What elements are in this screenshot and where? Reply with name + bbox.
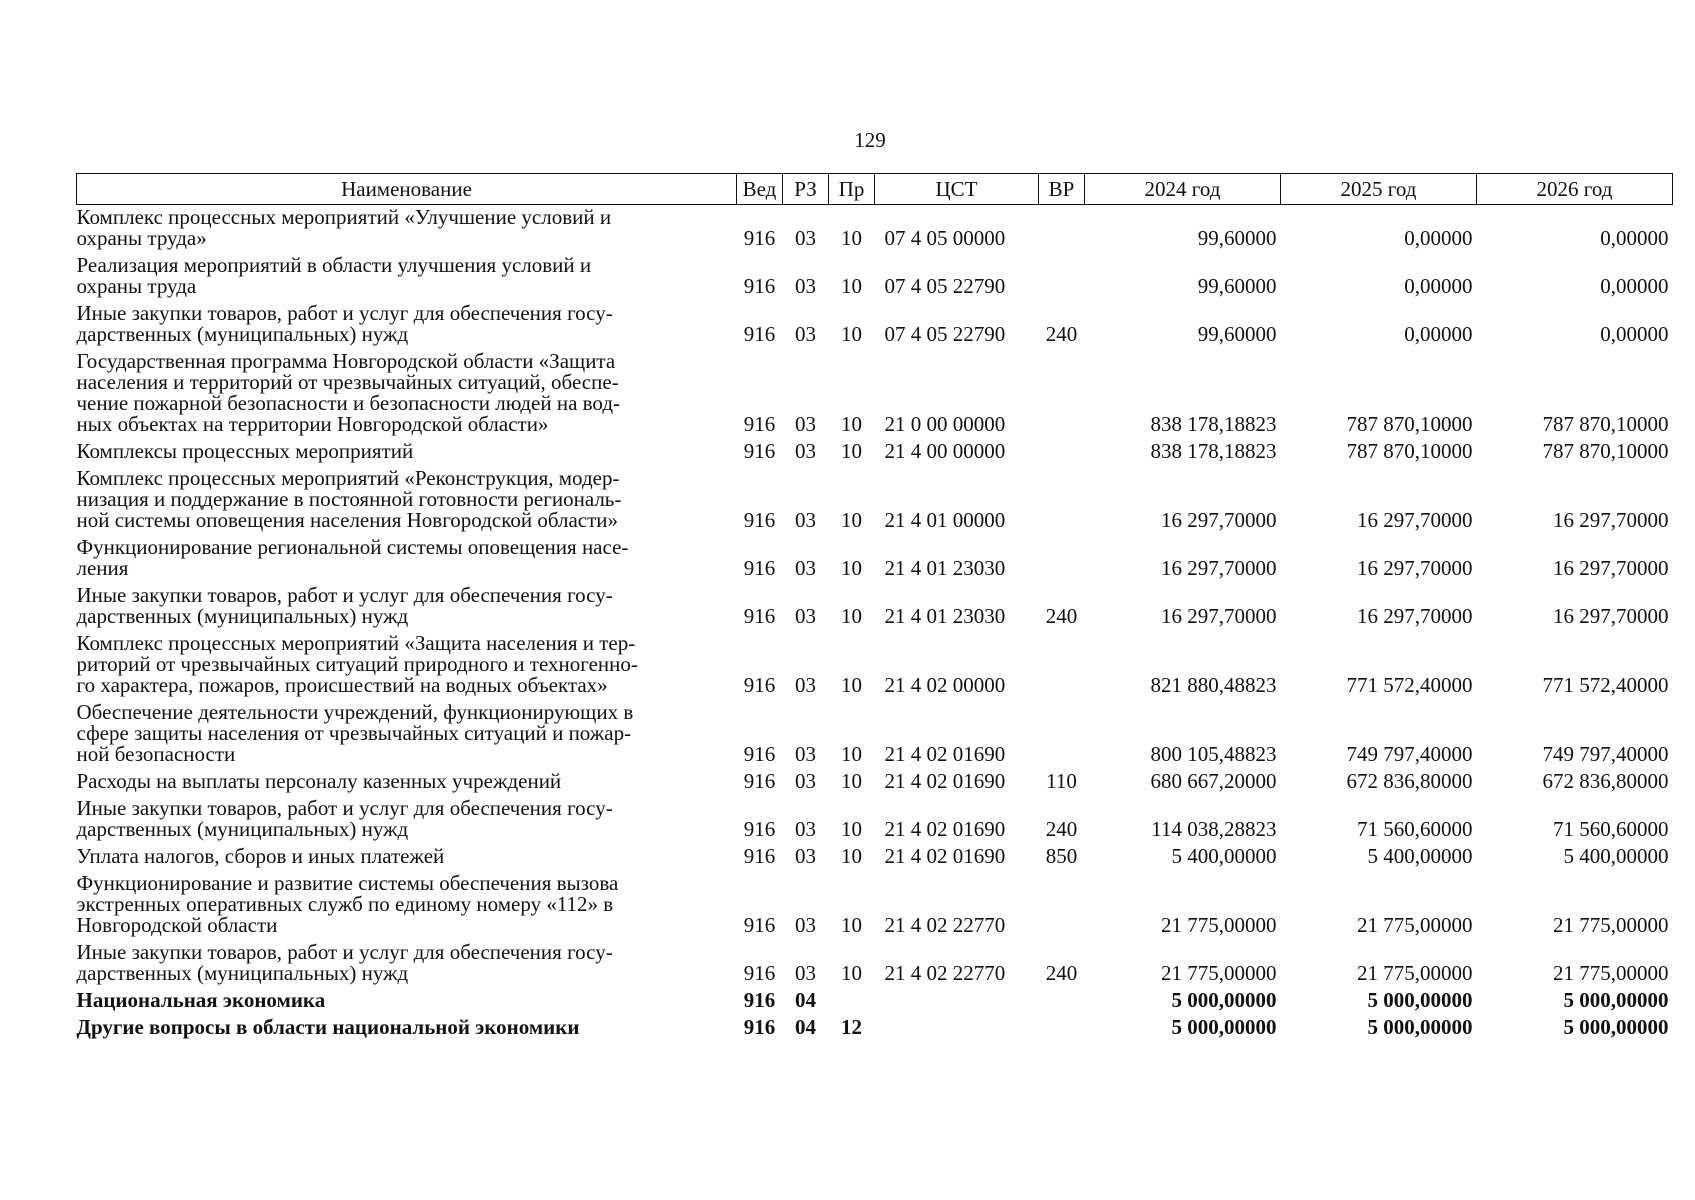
cell-ved: 916 [743, 1015, 776, 1039]
cell-cst: 21 4 02 01690 [884, 769, 1006, 793]
cell-name-line: дарственных (муниципальных) нужд [76, 961, 409, 985]
cell-2026: 787 870,10000 [1542, 439, 1669, 463]
cell-rz: 03 [795, 412, 816, 436]
cell-rz: 03 [795, 274, 816, 298]
cell-vr: 850 [1045, 844, 1078, 868]
cell-pr: 10 [841, 412, 862, 436]
cell-rz: 03 [795, 322, 816, 346]
cell-name [77, 439, 737, 466]
cell-ved: 916 [743, 988, 776, 1012]
cell-2024: 21 775,00000 [1161, 961, 1277, 985]
cell-name [77, 253, 737, 301]
cell-ved: 916 [743, 508, 776, 532]
cell-name-line: Другие вопросы в области национальной экономики [76, 1015, 580, 1039]
cell-name [77, 301, 737, 349]
cell-2026: 0,00000 [1600, 274, 1669, 298]
header-vr: ВР [1039, 174, 1085, 205]
cell-name-line: Расходы на выплаты персоналу казенных учреждений [76, 769, 562, 793]
cell-pr: 10 [841, 604, 862, 628]
cell-name [77, 1015, 737, 1042]
page-number: 129 [854, 128, 886, 152]
cell-name-line: Реализация мероприятий в области улучшения условий и [76, 253, 592, 277]
cell-cst [875, 1015, 1039, 1042]
cell-name [77, 871, 737, 940]
cell-2026: 16 297,70000 [1553, 604, 1669, 628]
cell-name-line: охраны труда [76, 274, 197, 298]
cell-2024: 838 178,18823 [1150, 439, 1277, 463]
cell-name-line: населения и территорий от чрезвычайных ситуаций, обеспе- [76, 370, 619, 394]
cell-ved: 916 [743, 226, 776, 250]
cell-pr: 10 [841, 742, 862, 766]
cell-2026: 672 836,80000 [1542, 769, 1669, 793]
cell-name-line: Иные закупки товаров, работ и услуг для обеспечения госу- [76, 796, 613, 820]
cell-name-line: ных объектах на территории Новгородской области» [76, 412, 549, 436]
cell-name-line: риторий от чрезвычайных ситуаций природного и техногенно- [76, 652, 638, 676]
table-row [77, 844, 1673, 871]
cell-name-line: Иные закупки товаров, работ и услуг для обеспечения госу- [76, 940, 613, 964]
cell-2024: 16 297,70000 [1161, 556, 1277, 580]
cell-name-line: ной системы оповещения населения Новгородской области» [76, 508, 619, 532]
table-row [77, 871, 1673, 940]
cell-2024: 838 178,18823 [1150, 412, 1277, 436]
cell-2026: 771 572,40000 [1542, 673, 1669, 697]
cell-cst: 21 4 02 22770 [884, 961, 1006, 985]
table-row [77, 700, 1673, 769]
cell-rz: 03 [795, 769, 816, 793]
cell-name-line: Функционирование и развитие системы обеспечения вызова [76, 871, 619, 895]
table-row [77, 349, 1673, 439]
cell-cst: 21 4 00 00000 [884, 439, 1006, 463]
cell-rz: 03 [795, 673, 816, 697]
cell-2026: 0,00000 [1600, 226, 1669, 250]
cell-2024: 99,60000 [1197, 226, 1277, 250]
cell-rz: 03 [795, 844, 816, 868]
header-rz: РЗ [783, 174, 829, 205]
cell-2024: 680 667,20000 [1150, 769, 1277, 793]
cell-name-line: Государственная программа Новгородской области «Защита [76, 349, 616, 373]
cell-pr: 10 [841, 913, 862, 937]
cell-name-line: Иные закупки товаров, работ и услуг для обеспечения госу- [76, 301, 613, 325]
table-row [77, 439, 1673, 466]
cell-vr [1039, 700, 1085, 769]
cell-cst: 21 4 01 00000 [884, 508, 1006, 532]
cell-2024: 5 000,00000 [1171, 988, 1277, 1012]
cell-2026: 749 797,40000 [1542, 742, 1669, 766]
cell-pr: 10 [841, 817, 862, 841]
cell-2026: 71 560,60000 [1553, 817, 1669, 841]
cell-vr [1039, 349, 1085, 439]
table-row [77, 253, 1673, 301]
cell-rz: 04 [795, 988, 816, 1012]
cell-pr: 10 [841, 322, 862, 346]
cell-vr: 240 [1045, 604, 1078, 628]
cell-2025: 5 400,00000 [1367, 844, 1473, 868]
cell-name-line: дарственных (муниципальных) нужд [76, 817, 409, 841]
cell-name-line: чение пожарной безопасности и безопасности людей на вод- [76, 391, 621, 415]
cell-2026: 0,00000 [1600, 322, 1669, 346]
cell-cst: 21 4 02 01690 [884, 742, 1006, 766]
cell-2025: 787 870,10000 [1346, 439, 1473, 463]
table-row [77, 301, 1673, 349]
cell-rz: 03 [795, 742, 816, 766]
cell-name-line: Обеспечение деятельности учреждений, функционирующих в [76, 700, 634, 724]
cell-rz: 03 [795, 961, 816, 985]
cell-2025: 787 870,10000 [1346, 412, 1473, 436]
cell-rz: 03 [795, 817, 816, 841]
cell-2024: 821 880,48823 [1150, 673, 1277, 697]
header-2024: 2024 год [1085, 174, 1281, 205]
cell-ved: 916 [743, 274, 776, 298]
cell-2024: 5 400,00000 [1171, 844, 1277, 868]
cell-cst: 07 4 05 22790 [884, 322, 1006, 346]
cell-name-line: Комплекс процессных мероприятий «Защита населения и тер- [76, 631, 636, 655]
budget-table [76, 173, 1673, 1042]
cell-ved: 916 [743, 439, 776, 463]
cell-name [77, 700, 737, 769]
cell-cst: 21 0 00 00000 [884, 412, 1006, 436]
cell-name [77, 205, 737, 254]
cell-name [77, 769, 737, 796]
cell-pr: 10 [841, 226, 862, 250]
cell-name-line: ной безопасности [76, 742, 236, 766]
cell-ved: 916 [743, 742, 776, 766]
cell-cst: 07 4 05 22790 [884, 274, 1006, 298]
cell-ved: 916 [743, 604, 776, 628]
cell-vr [1039, 466, 1085, 535]
cell-2025: 5 000,00000 [1367, 988, 1473, 1012]
cell-2026: 5 000,00000 [1563, 988, 1669, 1012]
cell-2024: 16 297,70000 [1161, 604, 1277, 628]
header-cst: ЦСТ [875, 174, 1039, 205]
cell-name-line: Иные закупки товаров, работ и услуг для обеспечения госу- [76, 583, 613, 607]
cell-name-line: Национальная экономика [76, 988, 326, 1012]
table-row [77, 940, 1673, 988]
cell-pr: 10 [841, 673, 862, 697]
cell-2025: 5 000,00000 [1367, 1015, 1473, 1039]
cell-pr: 10 [841, 274, 862, 298]
cell-2026: 5 400,00000 [1563, 844, 1669, 868]
cell-cst: 21 4 02 00000 [884, 673, 1006, 697]
cell-pr: 10 [841, 844, 862, 868]
table-row [77, 631, 1673, 700]
cell-2024: 800 105,48823 [1150, 742, 1277, 766]
cell-2026: 21 775,00000 [1553, 913, 1669, 937]
cell-name-line: дарственных (муниципальных) нужд [76, 604, 409, 628]
cell-2026: 21 775,00000 [1553, 961, 1669, 985]
cell-name-line: дарственных (муниципальных) нужд [76, 322, 409, 346]
cell-2025: 21 775,00000 [1357, 913, 1473, 937]
cell-pr: 10 [841, 439, 862, 463]
cell-2025: 672 836,80000 [1346, 769, 1473, 793]
cell-vr [1039, 253, 1085, 301]
cell-ved: 916 [743, 322, 776, 346]
cell-ved: 916 [743, 412, 776, 436]
cell-name-line: Новгородской области [76, 913, 278, 937]
cell-2024: 21 775,00000 [1161, 913, 1277, 937]
header-name: Наименование [77, 174, 737, 205]
cell-name-line: низация и поддержание в постоянной готовности региональ- [76, 487, 622, 511]
cell-ved: 916 [743, 913, 776, 937]
cell-2025: 0,00000 [1404, 226, 1473, 250]
cell-name [77, 940, 737, 988]
table-header-row [77, 174, 1673, 205]
cell-2025: 71 560,60000 [1357, 817, 1473, 841]
cell-2024: 5 000,00000 [1171, 1015, 1277, 1039]
cell-cst: 21 4 02 01690 [884, 817, 1006, 841]
cell-2025: 771 572,40000 [1346, 673, 1473, 697]
cell-2025: 16 297,70000 [1357, 604, 1473, 628]
cell-vr [1039, 871, 1085, 940]
cell-rz: 03 [795, 913, 816, 937]
cell-vr: 240 [1045, 961, 1078, 985]
header-2026: 2026 год [1477, 174, 1673, 205]
cell-pr: 10 [841, 961, 862, 985]
cell-vr [1039, 205, 1085, 254]
table-row [77, 769, 1673, 796]
cell-2025: 21 775,00000 [1357, 961, 1473, 985]
cell-name [77, 535, 737, 583]
cell-name [77, 988, 737, 1015]
cell-ved: 916 [743, 817, 776, 841]
cell-vr [1039, 535, 1085, 583]
table-row [77, 988, 1673, 1015]
table-row [77, 535, 1673, 583]
cell-2026: 5 000,00000 [1563, 1015, 1669, 1039]
cell-vr [1039, 439, 1085, 466]
cell-name [77, 631, 737, 700]
cell-rz: 03 [795, 556, 816, 580]
cell-ved: 916 [743, 673, 776, 697]
cell-name-line: ления [76, 556, 129, 580]
table-row [77, 796, 1673, 844]
cell-pr: 10 [841, 508, 862, 532]
cell-name-line: Комплекс процессных мероприятий «Реконструкция, модер- [76, 466, 620, 490]
cell-2024: 99,60000 [1197, 322, 1277, 346]
cell-name [77, 466, 737, 535]
cell-ved: 916 [743, 769, 776, 793]
header-ved: Вед [737, 174, 783, 205]
cell-cst: 21 4 01 23030 [884, 556, 1006, 580]
cell-vr: 240 [1045, 322, 1078, 346]
cell-vr [1039, 1015, 1085, 1042]
table-row [77, 466, 1673, 535]
cell-pr: 10 [841, 769, 862, 793]
cell-rz: 03 [795, 439, 816, 463]
cell-name-line: охраны труда» [76, 226, 207, 250]
cell-2025: 0,00000 [1404, 274, 1473, 298]
cell-2025: 0,00000 [1404, 322, 1473, 346]
cell-vr [1039, 988, 1085, 1015]
cell-ved: 916 [743, 556, 776, 580]
table-body [77, 205, 1673, 1043]
cell-cst: 07 4 05 00000 [884, 226, 1006, 250]
cell-2024: 16 297,70000 [1161, 508, 1277, 532]
cell-cst: 21 4 01 23030 [884, 604, 1006, 628]
table-row [77, 1015, 1673, 1042]
cell-pr [829, 988, 875, 1015]
cell-rz: 03 [795, 226, 816, 250]
table-row [77, 205, 1673, 254]
cell-2026: 787 870,10000 [1542, 412, 1669, 436]
cell-pr: 10 [841, 556, 862, 580]
cell-cst: 21 4 02 22770 [884, 913, 1006, 937]
cell-rz: 03 [795, 508, 816, 532]
cell-vr: 110 [1046, 769, 1077, 793]
cell-rz: 04 [795, 1015, 816, 1039]
cell-2025: 16 297,70000 [1357, 508, 1473, 532]
cell-name-line: го характера, пожаров, происшествий на водных объектах» [76, 673, 608, 697]
cell-cst: 21 4 02 01690 [884, 844, 1006, 868]
cell-name-line: сфере защиты населения от чрезвычайных ситуаций и пожар- [76, 721, 632, 745]
cell-cst [875, 988, 1039, 1015]
header-pr: Пр [829, 174, 875, 205]
cell-2024: 114 038,28823 [1151, 817, 1277, 841]
cell-2026: 16 297,70000 [1553, 508, 1669, 532]
cell-name [77, 349, 737, 439]
table-row [77, 583, 1673, 631]
cell-name-line: Функционирование региональной системы оповещения насе- [76, 535, 629, 559]
header-2025: 2025 год [1281, 174, 1477, 205]
cell-vr: 240 [1045, 817, 1078, 841]
cell-rz: 03 [795, 604, 816, 628]
cell-name [77, 583, 737, 631]
cell-vr [1039, 631, 1085, 700]
cell-name [77, 844, 737, 871]
cell-pr: 12 [841, 1015, 862, 1039]
cell-2024: 99,60000 [1197, 274, 1277, 298]
cell-ved: 916 [743, 961, 776, 985]
cell-name-line: Уплата налогов, сборов и иных платежей [76, 844, 445, 868]
cell-2025: 16 297,70000 [1357, 556, 1473, 580]
cell-name [77, 796, 737, 844]
cell-name-line: Комплексы процессных мероприятий [76, 439, 414, 463]
cell-2025: 749 797,40000 [1346, 742, 1473, 766]
cell-2026: 16 297,70000 [1553, 556, 1669, 580]
cell-name-line: Комплекс процессных мероприятий «Улучшение условий и [76, 205, 612, 229]
cell-ved: 916 [743, 844, 776, 868]
cell-name-line: экстренных оперативных служб по единому номеру «112» в [76, 892, 614, 916]
